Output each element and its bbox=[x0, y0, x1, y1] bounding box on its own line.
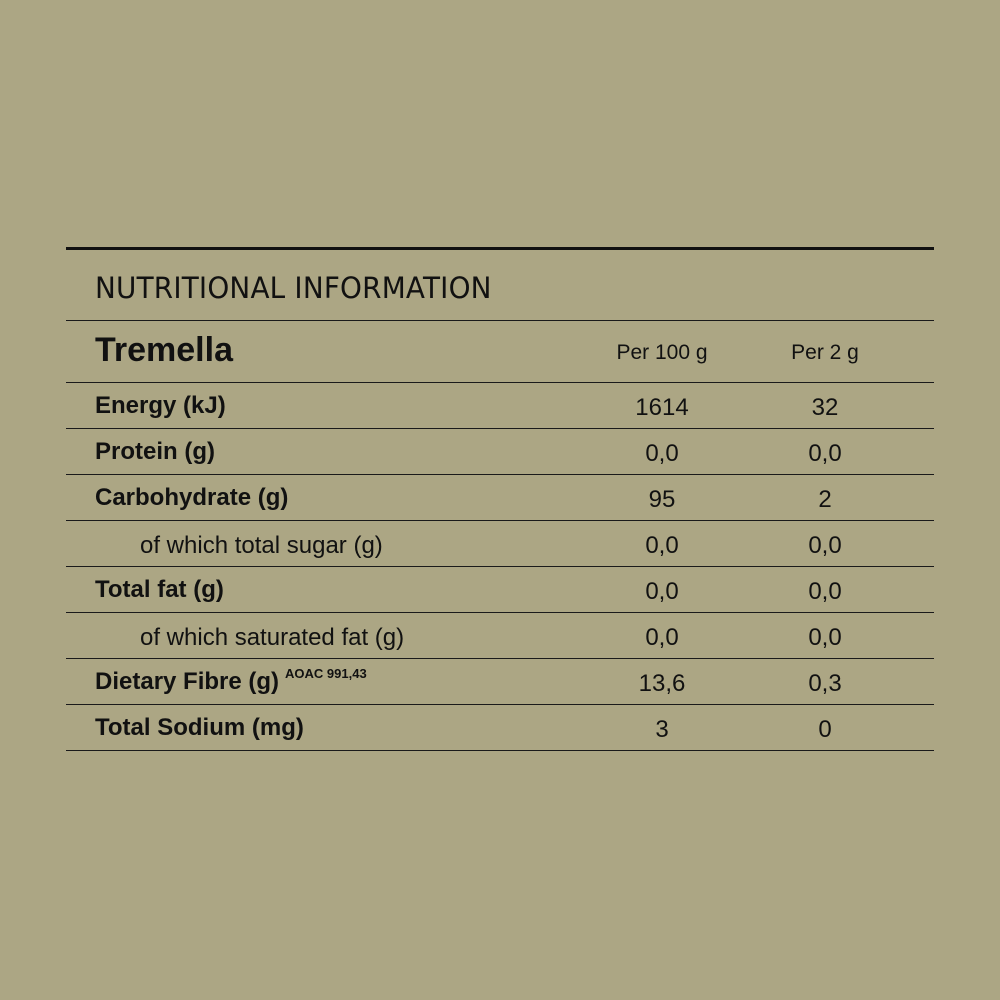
table-row bbox=[66, 429, 934, 475]
value-per-100g: 95 bbox=[648, 486, 676, 513]
row-label: Energy (kJ) bbox=[95, 392, 226, 419]
value-per-2g: 0 bbox=[818, 716, 832, 743]
nutrition-table bbox=[66, 247, 934, 751]
value-per-100g: 13,6 bbox=[638, 670, 686, 697]
value-per-2g: 0,0 bbox=[808, 532, 842, 559]
column-header-per-100g: Per 100 g bbox=[616, 341, 708, 364]
value-per-100g: 0,0 bbox=[645, 578, 679, 605]
row-label: Total fat (g) bbox=[95, 576, 224, 603]
row-label: Protein (g) bbox=[95, 438, 215, 465]
table-row bbox=[66, 659, 934, 705]
column-header-per-2g: Per 2 g bbox=[791, 341, 859, 364]
product-header-row bbox=[66, 321, 934, 383]
row-label: of which total sugar (g) bbox=[140, 532, 383, 559]
table-heading: NUTRITIONAL INFORMATION bbox=[95, 271, 492, 305]
table-row bbox=[66, 705, 934, 751]
value-per-2g: 2 bbox=[818, 486, 832, 513]
value-per-2g: 0,0 bbox=[808, 624, 842, 651]
table-row bbox=[66, 521, 934, 567]
value-per-2g: 0,0 bbox=[808, 440, 842, 467]
heading-row bbox=[66, 250, 934, 321]
value-per-100g: 3 bbox=[655, 716, 669, 743]
row-label: of which saturated fat (g) bbox=[140, 624, 405, 651]
value-per-100g: 0,0 bbox=[645, 532, 679, 559]
value-per-100g: 1614 bbox=[635, 394, 689, 421]
table-row bbox=[66, 613, 934, 659]
method-note: AOAC 991,43 bbox=[285, 666, 367, 681]
value-per-100g: 0,0 bbox=[645, 624, 679, 651]
table-row bbox=[66, 567, 934, 613]
row-label bbox=[95, 668, 367, 696]
table-row bbox=[66, 475, 934, 521]
table-row bbox=[66, 383, 934, 429]
row-label: Carbohydrate (g) bbox=[95, 484, 289, 511]
row-label: Total Sodium (mg) bbox=[95, 714, 304, 741]
value-per-2g: 32 bbox=[811, 394, 839, 421]
value-per-2g: 0,3 bbox=[808, 670, 842, 697]
value-per-100g: 0,0 bbox=[645, 440, 679, 467]
product-name: Tremella bbox=[95, 331, 233, 369]
row-label-text: Dietary Fibre (g) bbox=[95, 668, 280, 695]
value-per-2g: 0,0 bbox=[808, 578, 842, 605]
